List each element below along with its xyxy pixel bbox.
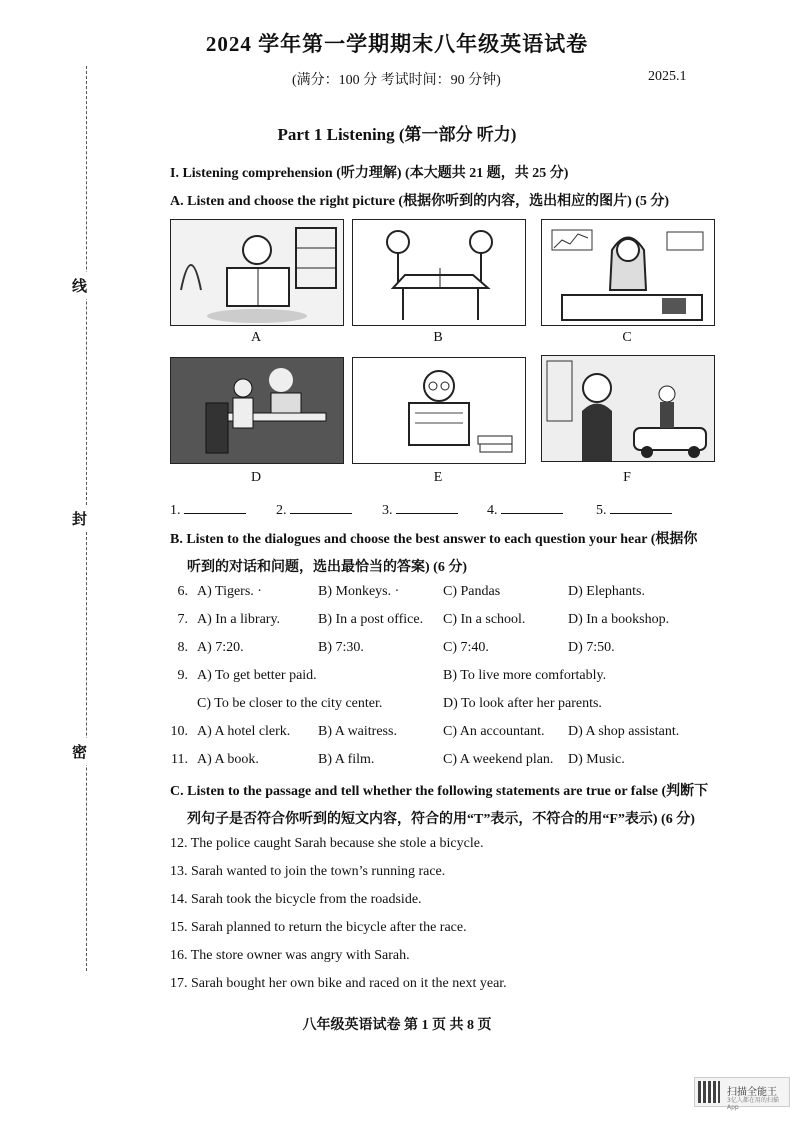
- question-number: 6.: [177, 584, 188, 599]
- scanner-watermark-badge: [694, 1077, 790, 1111]
- option-a[interactable]: A) Tigers. ·: [197, 584, 262, 599]
- answer-blank-1[interactable]: 1.: [170, 499, 246, 519]
- page-footer: 八年级英语试卷 第 1 页 共 8 页: [302, 1018, 492, 1033]
- exam-title: 2024 学年第一学期期末八年级英语试卷: [205, 32, 589, 56]
- exam-date: 2025.1: [648, 69, 687, 84]
- picture-a: [170, 219, 344, 326]
- score-time-info: (满分：100 分 考试时间：90 分钟): [292, 73, 501, 88]
- picture-c: [541, 219, 715, 326]
- answer-blank-5[interactable]: 5.: [596, 499, 672, 519]
- answer-blank-4[interactable]: 4.: [487, 499, 563, 519]
- option-a[interactable]: A) 7:20.: [197, 640, 244, 655]
- picture-b: [352, 219, 526, 326]
- statement-16: 16. The store owner was angry with Sarah.: [170, 948, 410, 963]
- picture-c-label: C: [622, 330, 632, 345]
- option-b[interactable]: B) A film.: [318, 752, 375, 767]
- section-a-instruction: A. Listen and choose the right picture (根据你听到的内容，选出相应的图片) (5 分): [170, 194, 670, 209]
- option-a[interactable]: A) In a library.: [197, 612, 281, 627]
- scanner-app-name: 扫描全能王: [727, 1087, 777, 1098]
- option-d[interactable]: D) In a bookshop.: [568, 612, 670, 627]
- option-a[interactable]: A) To get better paid.: [197, 668, 317, 683]
- statement-13: 13. Sarah wanted to join the town’s running race.: [170, 864, 446, 879]
- question-number: 9.: [177, 668, 188, 683]
- picture-f-label: F: [623, 470, 631, 485]
- section-i-title: I. Listening comprehension (听力理解) (本大题共 21 题，共 25 分): [170, 166, 569, 181]
- option-c[interactable]: C) An accountant.: [443, 724, 545, 739]
- section-c-instruction-line1: C. Listen to the passage and tell whether the following statements are true or false (判断下: [170, 784, 709, 799]
- kids-playing-ping-pong-icon: [353, 220, 525, 325]
- binding-char-xian: 线: [72, 272, 87, 299]
- option-d[interactable]: D) A shop assistant.: [568, 724, 680, 739]
- question-number: 11.: [171, 752, 188, 767]
- section-b-instruction-line1: B. Listen to the dialogues and choose the best answer to each question your hear (根据你: [170, 532, 698, 547]
- picture-b-label: B: [433, 330, 443, 345]
- statement-14: 14. Sarah took the bicycle from the roadside.: [170, 892, 422, 907]
- binding-char-mi: 密: [72, 738, 87, 765]
- option-c[interactable]: C) Pandas: [443, 584, 501, 599]
- statement-15: 15. Sarah planned to return the bicycle after the race.: [170, 920, 467, 935]
- option-b[interactable]: B) To live more comfortably.: [443, 668, 607, 683]
- option-c[interactable]: C) To be closer to the city center.: [197, 696, 383, 711]
- question-number: 8.: [177, 640, 188, 655]
- option-b[interactable]: B) In a post office.: [318, 612, 424, 627]
- binding-char-feng: 封: [72, 505, 87, 532]
- picture-e-label: E: [433, 470, 443, 485]
- option-c[interactable]: C) 7:40.: [443, 640, 489, 655]
- boy-reading-newspaper-icon: [353, 358, 525, 463]
- option-d[interactable]: D) Music.: [568, 752, 625, 767]
- answer-blank-3[interactable]: 3.: [382, 499, 458, 519]
- section-c-instruction-line2: 列句子是否符合你听到的短文内容，符合的用“T”表示，不符合的用“F”表示) (6 分): [187, 812, 695, 827]
- question-number: 10.: [170, 724, 188, 739]
- section-b-instruction-line2: 听到的对话和问题，选出最恰当的答案) (6 分): [187, 560, 467, 575]
- picture-f: [541, 355, 715, 462]
- qr-code-icon: [698, 1081, 720, 1103]
- option-b[interactable]: B) A waitress.: [318, 724, 397, 739]
- boy-reading-magazine-icon: [171, 220, 343, 325]
- picture-a-label: A: [250, 330, 262, 345]
- man-on-phone-police-car-icon: [542, 356, 714, 461]
- option-b[interactable]: B) Monkeys. ·: [318, 584, 400, 599]
- option-c[interactable]: C) In a school.: [443, 612, 526, 627]
- man-working-at-computer-night-icon: [171, 358, 343, 463]
- statement-12: 12. The police caught Sarah because she stole a bicycle.: [170, 836, 484, 851]
- option-d[interactable]: D) Elephants.: [568, 584, 645, 599]
- picture-d: [170, 357, 344, 464]
- option-d[interactable]: D) 7:50.: [568, 640, 615, 655]
- picture-e: [352, 357, 526, 464]
- option-d[interactable]: D) To look after her parents.: [443, 696, 602, 711]
- answer-blank-2[interactable]: 2.: [276, 499, 352, 519]
- option-b[interactable]: B) 7:30.: [318, 640, 364, 655]
- statement-17: 17. Sarah bought her own bike and raced on it the next year.: [170, 976, 507, 991]
- question-number: 7.: [177, 612, 188, 627]
- part-title: Part 1 Listening (第一部分 听力): [277, 125, 517, 144]
- woman-at-desk-calculator-icon: [542, 220, 714, 325]
- scanner-app-slogan: 3亿人都在用的扫描App: [727, 1097, 779, 1111]
- picture-d-label: D: [250, 470, 262, 485]
- option-a[interactable]: A) A hotel clerk.: [197, 724, 291, 739]
- option-a[interactable]: A) A book.: [197, 752, 259, 767]
- option-c[interactable]: C) A weekend plan.: [443, 752, 554, 767]
